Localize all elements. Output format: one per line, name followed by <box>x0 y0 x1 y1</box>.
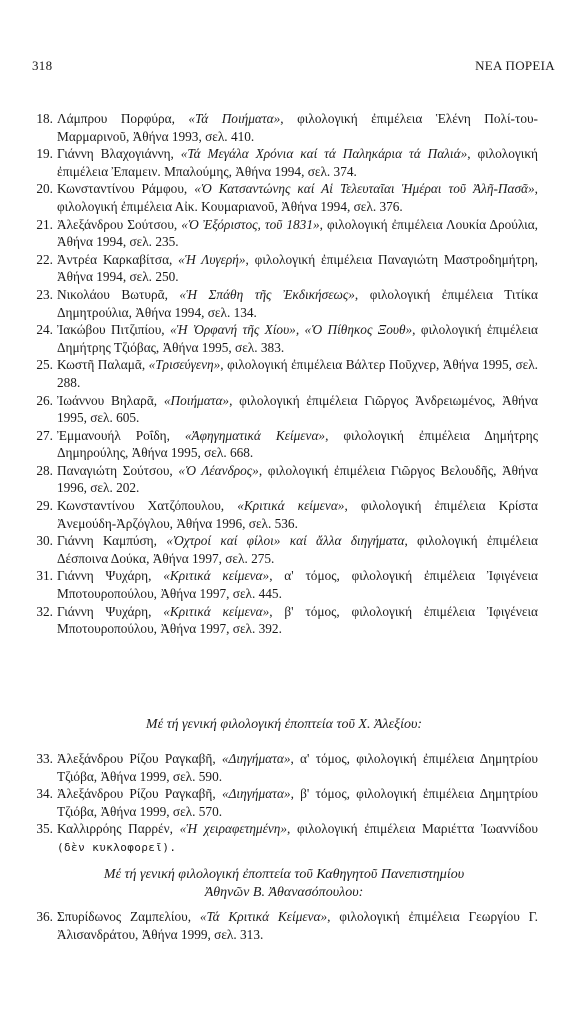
entry-title: «Ἡ χειραφετημένη» <box>179 821 287 837</box>
entry-number: 25. <box>36 357 53 373</box>
entry-number: 31. <box>36 568 53 584</box>
entry-text <box>57 321 538 356</box>
entry-text <box>57 286 538 321</box>
entry-author: Νικολάου Βωτυρᾶ, <box>57 286 180 302</box>
entry-number: 34. <box>36 786 53 802</box>
entry-number: 26. <box>36 392 53 408</box>
entry-text <box>57 532 538 567</box>
entry-author: Ἀλεξάνδρου Ρίζου Ραγκαβῆ, <box>57 751 222 766</box>
entry-details: , φιλολογική ἐπιμέλεια Λουκία Δρούλια, Ἀθήνα 1994, σελ. 235. <box>57 216 539 250</box>
entry-details: , β' τόμος, φιλολογική ἐπιμέλεια Δημητρίου Τζιόβα, Ἀθήνα 1999, σελ. 570. <box>57 786 538 819</box>
entry-text <box>57 427 538 462</box>
entry-details: , φιλολογική ἐπιμέλεια Δέσποινα Δούκα, Ἀθήνα 1997, σελ. 275. <box>57 533 538 566</box>
section-heading-athanasopoulos <box>30 866 538 902</box>
entry-title: «Τά Ποιήματα» <box>188 111 281 126</box>
entry-title: «Κριτικά κείμενα» <box>163 568 270 584</box>
entry-number: 23. <box>36 286 53 302</box>
entry-title: «Τά Κριτικά Κείμενα» <box>199 909 328 924</box>
entry-details: , φιλολογική ἐπιμέλεια Γιῶργος Ἀνδρειωμένος, Ἀθήνα 1995, σελ. 605. <box>57 392 538 426</box>
entry-number: 30. <box>36 533 53 549</box>
bibliography-entry <box>30 392 538 427</box>
entry-number: 27. <box>36 427 53 443</box>
bibliography-entry <box>30 321 538 356</box>
section-heading-alexiou: Μέ τή γενική φιλολογική ἐποπτεία τοῦ Χ. Ἀλεξίου: <box>145 717 423 732</box>
bibliography-entry <box>30 462 538 497</box>
entry-title: «Ὁ Κατσαντώνης καί Αἱ Τελευταῖαι Ἡμέραι τοῦ Ἀλῆ-Πασᾶ» <box>194 181 535 197</box>
bibliography-list-1 <box>30 110 538 638</box>
entry-author: Ἀλεξάνδρου Σούτσου, <box>57 216 182 232</box>
entry-details: , φιλολογική ἐπιμέλεια Κρίστα Ἀνεμούδη-Ἀρζόγλου, Ἀθήνα 1996, σελ. 536. <box>57 498 538 531</box>
bibliography-entry <box>30 750 538 785</box>
entry-number: 35. <box>36 821 53 837</box>
bibliography-entry <box>30 251 538 286</box>
entry-details: , β' τόμος, φιλολογική ἐπιμέλεια Ἰφιγένεια Μποτουροπούλου, Ἀθήνα 1997, σελ. 392. <box>57 603 539 637</box>
entry-author: Ἐμμανουήλ Ροΐδη, <box>57 427 185 443</box>
entry-author: Καλλιρρόης Παρρέν, <box>57 821 180 837</box>
entry-details: , α' τόμος, φιλολογική ἐπιμέλεια Δημητρίου Τζιόβα, Ἀθήνα 1999, σελ. 590. <box>57 751 538 784</box>
entry-details: , φιλολογική ἐπιμέλεια Παναγιώτη Μαστροδημήτρη, Ἀθήνα 1994, σελ. 250. <box>57 251 538 285</box>
entry-author: Παναγιώτη Σούτσου, <box>57 462 179 478</box>
entry-author: Κωστῆ Παλαμᾶ, <box>57 357 149 373</box>
entry-number: 28. <box>36 462 53 478</box>
bibliography-entry <box>30 145 538 180</box>
entry-title: «Ἡ Λυγερή» <box>178 251 246 267</box>
entry-title: «Ὁ Ἐξόριστος, τοῦ 1831» <box>181 216 320 232</box>
running-title: ΝΕΑ ΠΟΡΕΙΑ <box>475 58 555 73</box>
entry-title: «Ἀφηγηματικά Κείμενα» <box>184 427 326 443</box>
entry-details: , φιλολογική ἐπιμέλεια Γεωργίου Γ. Ἀλισανδράτου, Ἀθήνα 1999, σελ. 313. <box>57 909 538 942</box>
bibliography-entry <box>30 603 538 638</box>
page-header <box>32 58 555 74</box>
entry-title: «Ὁ Λέανδρος» <box>178 462 259 478</box>
entry-number: 24. <box>36 322 53 338</box>
entry-author: Γιάννη Βλαχογιάννη, <box>57 146 181 162</box>
entry-number: 33. <box>36 751 53 766</box>
bibliography-entry <box>30 427 538 462</box>
entry-title: «Κριτικά κείμενα» <box>163 603 270 619</box>
entry-title: «Διηγήματα» <box>221 786 291 802</box>
bibliography-entry <box>30 180 538 215</box>
entry-title: «Τρισεύγενη» <box>148 357 221 373</box>
entry-details: , φιλολογική ἐπιμέλεια Ἐπαμειν. Μπαλούμης, Ἀθήνα 1994, σελ. 374. <box>57 146 539 179</box>
entry-title: «Ὀχτροί καί φίλοι» καί ἄλλα διηγήματα <box>166 533 405 549</box>
entry-text <box>57 820 538 856</box>
entry-text <box>57 110 538 145</box>
entry-text <box>57 785 538 820</box>
entry-author: Ἰακώβου Πιτζιπίου, <box>57 322 171 338</box>
entry-number: 36. <box>36 909 53 924</box>
entry-author: Σπυρίδωνος Ζαμπελίου, <box>57 909 200 924</box>
entry-details: , φιλολογική ἐπιμέλεια Αἰκ. Κουμαριανοῦ, Ἀθήνα 1994, σελ. 376. <box>57 181 538 214</box>
entry-number: 21. <box>36 216 53 232</box>
entry-text <box>57 497 538 532</box>
entry-text <box>57 251 538 286</box>
entry-details: , φιλολογική ἐπιμέλεια Τιτίκα Δημητρούλια, Ἀθήνα 1994, σελ. 134. <box>57 286 538 320</box>
entry-number: 22. <box>36 251 53 267</box>
entry-author: Ἀλεξάνδρου Ρίζου Ραγκαβῆ, <box>57 786 222 802</box>
entry-author: Ἀντρέα Καρκαβίτσα, <box>57 251 179 267</box>
entry-details: , φιλολογική ἐπιμέλεια Μαριέττα Ἰωαννίδου <box>287 821 538 837</box>
entry-title: «Κριτικά κείμενα» <box>237 498 345 514</box>
entry-author: Γιάννη Καμπύση, <box>57 533 167 549</box>
bibliography-entry <box>30 216 538 251</box>
section-heading-line: Μέ τή γενική φιλολογική ἐποπτεία τοῦ Καθηγητοῦ Πανεπιστημίου <box>103 867 465 882</box>
entry-author: Γιάννη Ψυχάρη, <box>57 603 164 619</box>
entry-note: (δὲν κυκλοφορεῖ). <box>57 840 177 854</box>
entry-author: Γιάννη Ψυχάρη, <box>57 568 164 584</box>
bibliography-entry <box>30 532 538 567</box>
entry-text <box>57 356 538 391</box>
bibliography-entry <box>30 497 538 532</box>
entry-text <box>57 180 538 215</box>
entry-text <box>57 908 538 943</box>
entry-number: 18. <box>36 111 53 126</box>
entry-title: «Ποιήματα» <box>163 392 230 408</box>
bibliography-entry <box>30 110 538 145</box>
entry-number: 19. <box>36 146 53 162</box>
entry-text <box>57 145 538 180</box>
entry-text <box>57 462 538 497</box>
entry-text <box>57 392 538 427</box>
bibliography-entry <box>30 820 538 856</box>
bibliography-list-3 <box>30 908 538 943</box>
entry-title: «Τά Μεγάλα Χρόνια καί τά Παληκάρια τά Παλιά» <box>180 146 468 162</box>
entry-author: Κωνσταντίνου Χατζόπουλου, <box>57 498 238 514</box>
bibliography-entry <box>30 908 538 943</box>
entry-text <box>57 216 538 251</box>
entry-author: Κωνσταντίνου Ράμφου, <box>57 181 195 197</box>
bibliography-entry <box>30 356 538 391</box>
entry-number: 32. <box>36 603 53 619</box>
entry-title: «Ἡ Ὀρφανή τῆς Χίου», «Ὁ Πίθηκος Ξουθ» <box>170 322 413 338</box>
section-heading-line: Ἀθηνῶν Β. Ἀθανασόπουλου: <box>204 885 364 900</box>
entry-number: 29. <box>36 498 53 514</box>
bibliography-entry <box>30 567 538 602</box>
bibliography-entry <box>30 286 538 321</box>
entry-number: 20. <box>36 181 53 197</box>
bibliography-list-2 <box>30 750 538 857</box>
entry-details: , φιλολογική ἐπιμέλεια Γιῶργος Βελουδῆς, Ἀθήνα 1996, σελ. 202. <box>57 462 538 496</box>
entry-text <box>57 567 538 602</box>
entry-title: «Διηγήματα» <box>221 751 291 766</box>
entry-title: «Ἡ Σπάθη τῆς Ἐκδικήσεως» <box>179 286 355 302</box>
entry-details: , φιλολογική ἐπιμέλεια Βάλτερ Ποῦχνερ, Ἀθήνα 1995, σελ. 288. <box>57 357 538 390</box>
page-number: 318 <box>32 58 53 73</box>
entry-text <box>57 750 538 785</box>
entry-author: Ἰωάννου Βηλαρᾶ, <box>57 392 164 408</box>
bibliography-entry <box>30 785 538 820</box>
entry-text <box>57 603 538 638</box>
entry-details: , α' τόμος, φιλολογική ἐπιμέλεια Ἰφιγένεια Μποτουροπούλου, Ἀθήνα 1997, σελ. 445. <box>57 568 539 602</box>
entry-author: Λάμπρου Πορφύρα, <box>57 111 189 126</box>
entry-details: , φιλολογική ἐπιμέλεια Δημήτρης Δημηρούλης, Ἀθήνα 1995, σελ. 668. <box>57 427 538 461</box>
entry-details: , φιλολογική ἐπιμέλεια Δημήτρης Τζιόβας, Ἀθήνα 1995, σελ. 383. <box>57 322 538 355</box>
entry-details: , φιλολογική ἐπιμέλεια Ἑλένη Πολί-του-Μαρμαρινοῦ, Ἀθήνα 1993, σελ. 410. <box>57 111 538 144</box>
